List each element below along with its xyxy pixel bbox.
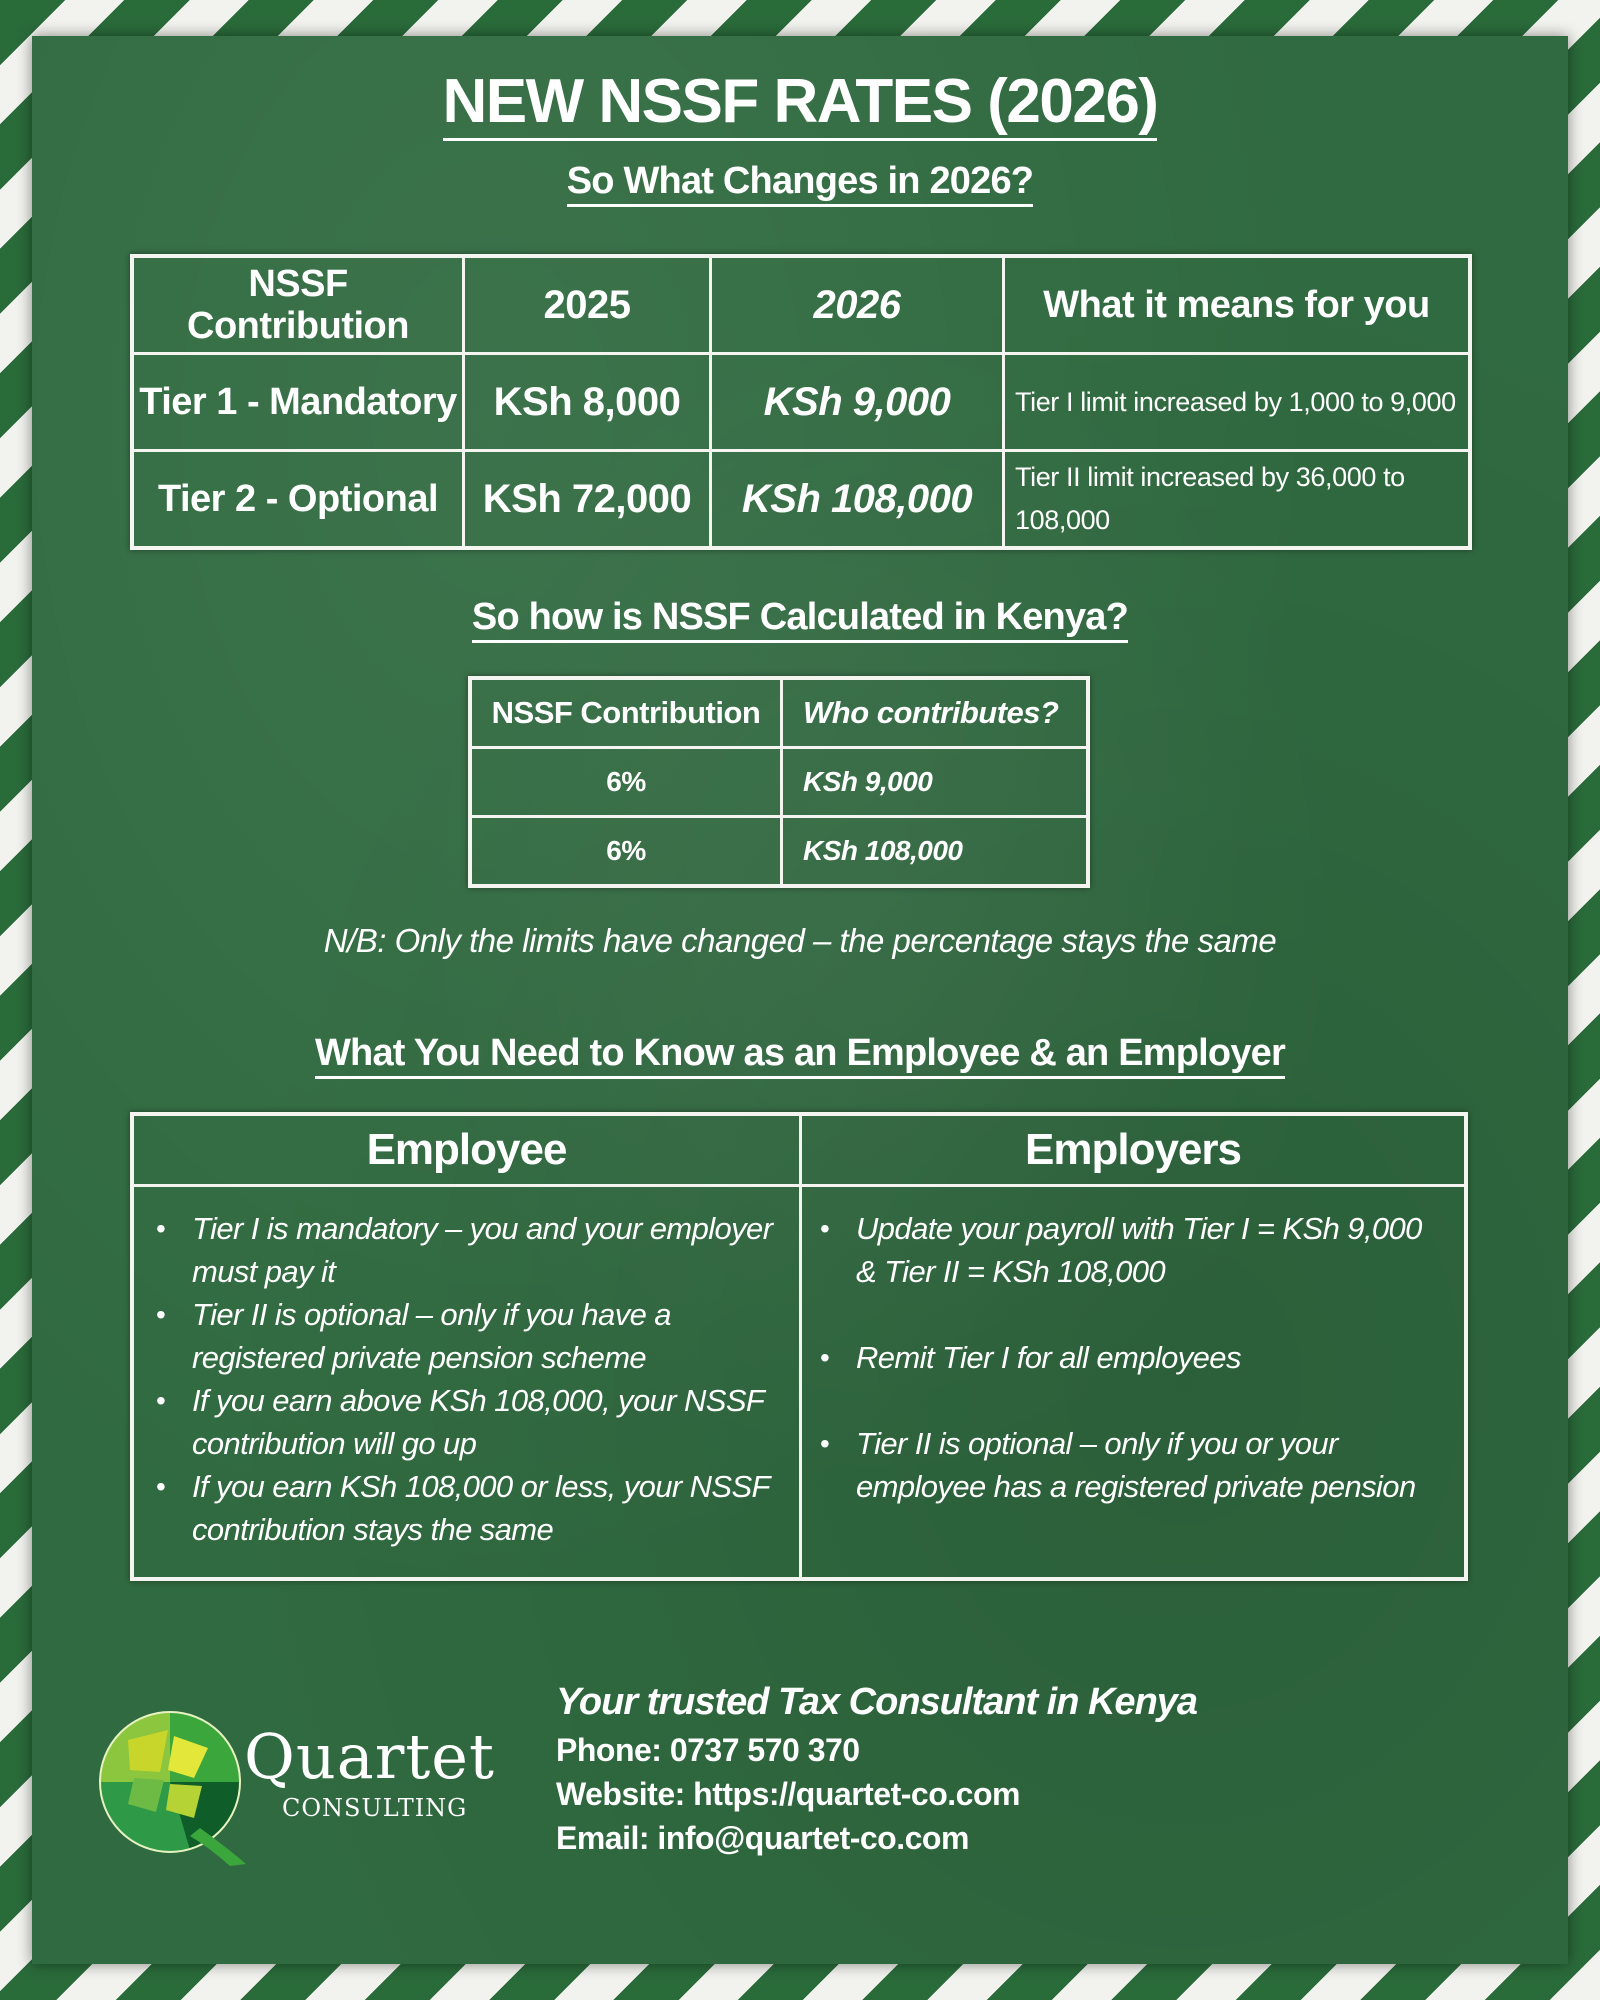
employer-list — [802, 1187, 1464, 1508]
list-item: • Tier I is mandatory – you and your employer must pay it — [192, 1207, 779, 1293]
rates-comparison-table — [130, 254, 1472, 550]
tagline: Your trusted Tax Consultant in Kenya — [556, 1681, 1198, 1723]
header-contribution: NSSF Contribution — [132, 256, 464, 354]
employee-list — [134, 1187, 799, 1551]
list-item: • Tier II is optional – only if you have a registered private pension scheme — [192, 1293, 779, 1379]
header-2025: 2025 — [464, 256, 711, 354]
employee-column — [132, 1186, 801, 1580]
tier-label: Tier 1 - Mandatory — [132, 354, 464, 451]
contact-block — [556, 1676, 1197, 1860]
list-item: • Update your payroll with Tier I = KSh 9,000 & Tier II = KSh 108,000 — [856, 1207, 1448, 1293]
logo-wordmark: Quartet — [244, 1720, 495, 1793]
amount-value: KSh 9,000 — [782, 748, 1089, 817]
value-2026: KSh 9,000 — [711, 354, 1004, 451]
value-2025: KSh 72,000 — [464, 451, 711, 549]
rate-value: 6% — [470, 817, 782, 887]
phone-text: Phone: 0737 570 370 — [556, 1732, 860, 1768]
header-who-contributes: Who contributes? — [782, 678, 1089, 748]
quartet-logo-icon — [90, 1700, 250, 1870]
email-link[interactable]: Email: info@quartet-co.com — [556, 1820, 969, 1856]
rate-value: 6% — [470, 748, 782, 817]
employee-header: Employee — [132, 1114, 801, 1186]
website-link[interactable]: Website: https://quartet-co.com — [556, 1776, 1020, 1812]
table-row — [470, 817, 1088, 887]
employer-column — [801, 1186, 1467, 1580]
list-item: • Tier II is optional – only if you or your employee has a registered private pension — [856, 1422, 1448, 1508]
table-row — [132, 354, 1470, 451]
table-header-row — [470, 678, 1088, 748]
logo-subtitle: CONSULTING — [282, 1794, 468, 1822]
page-title: NEW NSSF RATES (2026) — [0, 66, 1600, 137]
table-row — [470, 748, 1088, 817]
section-heading-changes: So What Changes in 2026? — [0, 160, 1600, 203]
employee-employer-table — [130, 1112, 1468, 1581]
employer-header: Employers — [801, 1114, 1467, 1186]
section-heading-know: What You Need to Know as an Employee & an Employer — [0, 1032, 1600, 1075]
list-item: • If you earn KSh 108,000 or less, your NSSF contribution stays the same — [192, 1465, 779, 1551]
table-row — [132, 1186, 1466, 1580]
header-meaning: What it means for you — [1004, 256, 1471, 354]
amount-value: KSh 108,000 — [782, 817, 1089, 887]
table-header-row — [132, 256, 1470, 354]
tier-label: Tier 2 - Optional — [132, 451, 464, 549]
header-contribution: NSSF Contribution — [470, 678, 782, 748]
header-2026: 2026 — [711, 256, 1004, 354]
note-text: N/B: Only the limits have changed – the percentage stays the same — [323, 922, 1277, 959]
table-row — [132, 451, 1470, 549]
calculation-table — [468, 676, 1090, 888]
meaning-text: Tier II limit increased by 36,000 to 108,000 — [1004, 451, 1471, 549]
table-header-row — [132, 1114, 1466, 1186]
meaning-text: Tier I limit increased by 1,000 to 9,000 — [1004, 354, 1471, 451]
list-item: • If you earn above KSh 108,000, your NSSF contribution will go up — [192, 1379, 779, 1465]
section-heading-calculation: So how is NSSF Calculated in Kenya? — [0, 596, 1600, 639]
list-item: • Remit Tier I for all employees — [856, 1336, 1448, 1379]
value-2026: KSh 108,000 — [711, 451, 1004, 549]
value-2025: KSh 8,000 — [464, 354, 711, 451]
